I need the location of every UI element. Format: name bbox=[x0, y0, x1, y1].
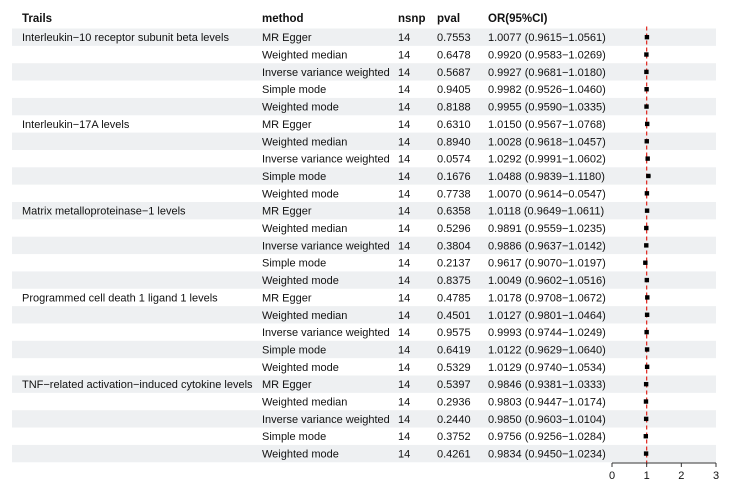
method-cell: Inverse variance weighted bbox=[262, 66, 390, 79]
nsnp-cell: 14 bbox=[398, 136, 411, 149]
or-cell: 0.9846 (0.9381−1.0333) bbox=[488, 379, 606, 392]
method-cell: Weighted mode bbox=[262, 361, 339, 374]
point-estimate bbox=[646, 174, 650, 178]
pval-cell: 0.5687 bbox=[437, 66, 471, 79]
pval-cell: 0.6358 bbox=[437, 205, 471, 218]
method-cell: Weighted median bbox=[262, 309, 348, 322]
point-estimate bbox=[644, 52, 648, 56]
or-cell: 1.0127 (0.9801−1.0464) bbox=[488, 309, 606, 322]
pval-cell: 0.4501 bbox=[437, 309, 471, 322]
nsnp-cell: 14 bbox=[398, 257, 411, 270]
or-cell: 0.9891 (0.9559−1.0235) bbox=[488, 223, 606, 236]
row-stripe bbox=[12, 445, 716, 462]
nsnp-cell: 14 bbox=[398, 66, 411, 79]
nsnp-cell: 14 bbox=[398, 153, 411, 166]
or-cell: 0.9993 (0.9744−1.0249) bbox=[488, 327, 606, 340]
header-pval: pval bbox=[437, 13, 461, 25]
or-cell: 1.0028 (0.9618−1.0457) bbox=[488, 136, 606, 149]
point-estimate bbox=[645, 208, 649, 212]
pval-cell: 0.7738 bbox=[437, 188, 471, 201]
nsnp-cell: 14 bbox=[398, 223, 411, 236]
trait-cell: Interleukin−10 receptor subunit beta levels bbox=[22, 32, 229, 45]
nsnp-cell: 14 bbox=[398, 448, 411, 461]
x-tick-label: 0 bbox=[608, 470, 616, 482]
pval-cell: 0.8188 bbox=[437, 101, 471, 114]
point-estimate bbox=[645, 191, 649, 195]
point-estimate bbox=[645, 156, 649, 160]
method-cell: Inverse variance weighted bbox=[262, 327, 390, 340]
or-cell: 0.9617 (0.9070−1.0197) bbox=[488, 257, 606, 270]
method-cell: Weighted median bbox=[262, 223, 348, 236]
pval-cell: 0.2440 bbox=[437, 413, 471, 426]
or-cell: 1.0118 (0.9649−1.0611) bbox=[488, 205, 605, 218]
nsnp-cell: 14 bbox=[398, 327, 411, 340]
point-estimate bbox=[644, 226, 648, 230]
point-estimate bbox=[645, 139, 649, 143]
table-row bbox=[262, 188, 606, 200]
nsnp-cell: 14 bbox=[398, 431, 411, 444]
or-cell: 1.0488 (0.9839−1.1180) bbox=[488, 170, 605, 183]
row-stripe bbox=[12, 167, 716, 184]
nsnp-cell: 14 bbox=[398, 413, 411, 426]
method-cell: Simple mode bbox=[262, 431, 327, 444]
pval-cell: 0.6310 bbox=[437, 118, 471, 131]
nsnp-cell: 14 bbox=[398, 49, 411, 62]
x-tick-label: 1 bbox=[643, 470, 650, 482]
or-cell: 1.0129 (0.9740−1.0534) bbox=[488, 361, 606, 374]
row-stripe bbox=[12, 341, 716, 358]
table-row bbox=[262, 258, 606, 270]
x-tick-label: 2 bbox=[678, 470, 685, 482]
point-estimate bbox=[644, 417, 648, 421]
trait-cell: Matrix metalloproteinase−1 levels bbox=[22, 205, 186, 218]
trait-cell: Interleukin−17A levels bbox=[22, 118, 130, 131]
nsnp-cell: 14 bbox=[398, 292, 411, 305]
or-cell: 0.9982 (0.9526−1.0460) bbox=[488, 84, 606, 97]
or-cell: 0.9886 (0.9637−1.0142) bbox=[488, 240, 606, 253]
point-estimate bbox=[644, 451, 648, 455]
or-cell: 1.0178 (0.9708−1.0672) bbox=[488, 292, 606, 305]
point-estimate bbox=[644, 243, 648, 247]
or-cell: 1.0150 (0.9567−1.0768) bbox=[488, 118, 606, 131]
nsnp-cell: 14 bbox=[398, 84, 411, 97]
method-cell: Weighted median bbox=[262, 49, 348, 62]
pval-cell: 0.1676 bbox=[437, 170, 471, 183]
nsnp-cell: 14 bbox=[398, 170, 411, 183]
nsnp-cell: 14 bbox=[398, 188, 411, 201]
table-row bbox=[262, 327, 606, 339]
method-cell: Weighted mode bbox=[262, 275, 339, 288]
nsnp-cell: 14 bbox=[398, 275, 411, 288]
pval-cell: 0.4785 bbox=[437, 292, 471, 305]
pval-cell: 0.5397 bbox=[437, 379, 471, 392]
pval-cell: 0.0574 bbox=[437, 153, 471, 166]
header-nsnp: nsnp bbox=[398, 13, 426, 25]
table-row bbox=[22, 292, 606, 304]
or-cell: 0.9850 (0.9603−1.0104) bbox=[488, 413, 606, 426]
header-method: method bbox=[262, 13, 304, 25]
table-row bbox=[262, 50, 606, 62]
nsnp-cell: 14 bbox=[398, 240, 411, 253]
row-stripe bbox=[12, 98, 716, 115]
nsnp-cell: 14 bbox=[398, 32, 411, 45]
pval-cell: 0.2936 bbox=[437, 396, 471, 409]
pval-cell: 0.6478 bbox=[437, 49, 471, 62]
method-cell: MR Egger bbox=[262, 32, 312, 45]
point-estimate bbox=[644, 87, 648, 91]
pval-cell: 0.9575 bbox=[437, 327, 471, 340]
nsnp-cell: 14 bbox=[398, 101, 411, 114]
header-or: OR(95%CI) bbox=[488, 13, 548, 25]
row-stripe bbox=[12, 306, 716, 323]
row-stripe bbox=[12, 271, 716, 288]
or-cell: 1.0070 (0.9614−0.0547) bbox=[488, 188, 606, 201]
or-cell: 0.9834 (0.9450−1.0234) bbox=[488, 448, 606, 461]
point-estimate bbox=[644, 70, 648, 74]
table-row bbox=[262, 397, 606, 409]
pval-cell: 0.3804 bbox=[437, 240, 471, 253]
or-cell: 0.9803 (0.9447−1.0174) bbox=[488, 396, 606, 409]
point-estimate bbox=[644, 382, 648, 386]
method-cell: MR Egger bbox=[262, 118, 312, 131]
method-cell: Simple mode bbox=[262, 84, 327, 97]
point-estimate bbox=[645, 347, 649, 351]
point-estimate bbox=[644, 434, 648, 438]
pval-cell: 0.4261 bbox=[437, 448, 471, 461]
point-estimate bbox=[645, 365, 649, 369]
point-estimate bbox=[643, 261, 647, 265]
point-estimate bbox=[644, 399, 648, 403]
header-trait: Trails bbox=[22, 13, 53, 25]
or-cell: 0.9927 (0.9681−1.0180) bbox=[488, 66, 606, 79]
pval-cell: 0.9405 bbox=[437, 84, 471, 97]
nsnp-cell: 14 bbox=[398, 379, 411, 392]
pval-cell: 0.5329 bbox=[437, 361, 471, 374]
nsnp-cell: 14 bbox=[398, 344, 411, 357]
table-row bbox=[22, 119, 606, 131]
nsnp-cell: 14 bbox=[398, 396, 411, 409]
method-cell: MR Egger bbox=[262, 205, 312, 218]
point-estimate bbox=[644, 330, 648, 334]
method-cell: Inverse variance weighted bbox=[262, 240, 390, 253]
point-estimate bbox=[645, 313, 649, 317]
table-row bbox=[262, 154, 606, 166]
method-cell: Weighted median bbox=[262, 136, 348, 149]
or-cell: 0.9756 (0.9256−1.0284) bbox=[488, 431, 606, 444]
or-cell: 1.0292 (0.9991−1.0602) bbox=[488, 153, 606, 166]
nsnp-cell: 14 bbox=[398, 118, 411, 131]
method-cell: Inverse variance weighted bbox=[262, 413, 390, 426]
method-cell: Weighted mode bbox=[262, 188, 339, 201]
method-cell: Weighted median bbox=[262, 396, 348, 409]
point-estimate bbox=[645, 35, 649, 39]
method-cell: Inverse variance weighted bbox=[262, 153, 390, 166]
pval-cell: 0.6419 bbox=[437, 344, 471, 357]
method-cell: Simple mode bbox=[262, 257, 327, 270]
method-cell: Simple mode bbox=[262, 170, 327, 183]
method-cell: MR Egger bbox=[262, 379, 312, 392]
table-row bbox=[262, 431, 606, 443]
pval-cell: 0.3752 bbox=[437, 431, 471, 444]
method-cell: Simple mode bbox=[262, 344, 327, 357]
trait-cell: Programmed cell death 1 ligand 1 levels bbox=[22, 292, 218, 305]
trait-cell: TNF−related activation−induced cytokine levels bbox=[22, 379, 253, 392]
table-row bbox=[262, 362, 606, 374]
pval-cell: 0.7553 bbox=[437, 32, 471, 45]
method-cell: Weighted mode bbox=[262, 101, 339, 114]
method-cell: MR Egger bbox=[262, 292, 312, 305]
pval-cell: 0.2137 bbox=[437, 257, 471, 270]
point-estimate bbox=[645, 122, 649, 126]
nsnp-cell: 14 bbox=[398, 309, 411, 322]
header-row bbox=[22, 13, 548, 25]
nsnp-cell: 14 bbox=[398, 205, 411, 218]
table-row bbox=[262, 223, 606, 235]
pval-cell: 0.8940 bbox=[437, 136, 471, 149]
x-tick-label: 3 bbox=[712, 470, 720, 482]
point-estimate bbox=[644, 104, 648, 108]
or-cell: 0.9920 (0.9583−1.0269) bbox=[488, 49, 606, 62]
row-stripe bbox=[12, 133, 716, 150]
nsnp-cell: 14 bbox=[398, 361, 411, 374]
table-row bbox=[262, 84, 606, 96]
or-cell: 1.0049 (0.9602−1.0516) bbox=[488, 275, 606, 288]
point-estimate bbox=[645, 278, 649, 282]
pval-cell: 0.5296 bbox=[437, 223, 471, 236]
or-cell: 0.9955 (0.9590−1.0335) bbox=[488, 101, 606, 114]
or-cell: 1.0077 (0.9615−1.0561) bbox=[488, 32, 606, 45]
method-cell: Weighted mode bbox=[262, 448, 339, 461]
or-cell: 1.0122 (0.9629−1.0640) bbox=[488, 344, 606, 357]
point-estimate bbox=[645, 295, 649, 299]
x-axis bbox=[609, 463, 719, 482]
pval-cell: 0.8375 bbox=[437, 275, 471, 288]
